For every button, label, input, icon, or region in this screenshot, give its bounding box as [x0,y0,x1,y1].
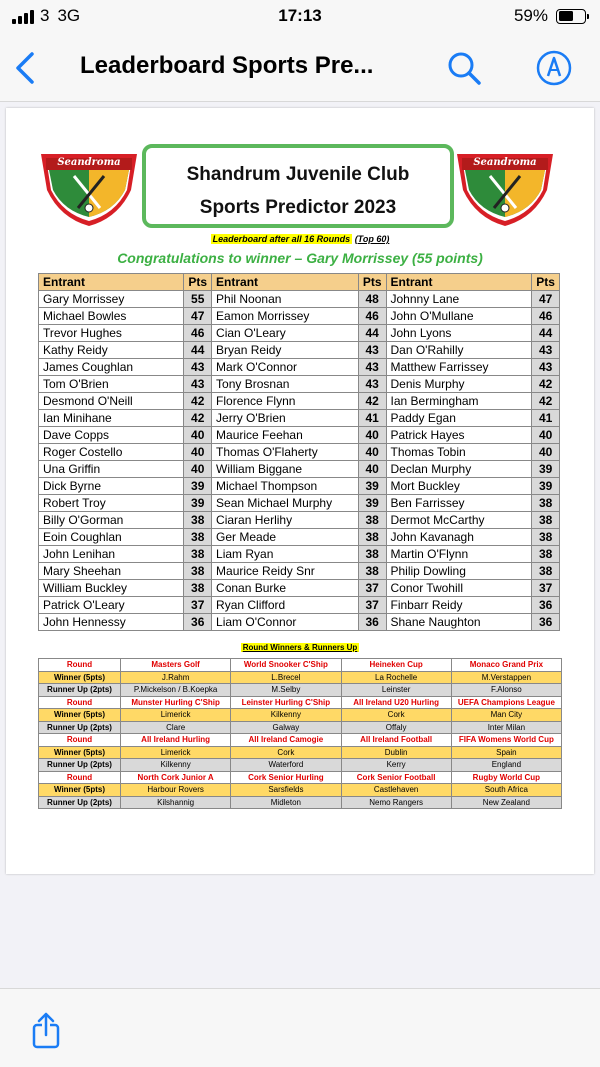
table-row [39,427,560,444]
battery-percent: 59% [513,6,548,25]
winner-label: Winner (5pts) [39,784,121,797]
entrant-name: Mary Sheehan [39,563,184,580]
winner-row [39,671,562,684]
crest-text: Seandroma [57,157,121,168]
runner-up-name: Midleton [231,796,341,809]
signal-strength-icon [12,8,34,24]
entrant-name: Mark O'Connor [212,359,359,376]
round-name: Monaco Grand Prix [451,659,561,672]
entrant-points: 55 [184,291,212,308]
document-viewer[interactable] [0,102,600,988]
markup-pen-icon [534,48,574,88]
entrant-name: Liam Ryan [212,546,359,563]
entrant-points: 41 [358,410,386,427]
entrant-points: 38 [184,563,212,580]
winner-name: Cork [231,746,341,759]
runner-up-name: M.Selby [231,684,341,697]
entrant-points: 42 [358,393,386,410]
battery-icon [556,9,586,24]
entrant-points: 46 [184,325,212,342]
runner-up-name: Leinster [341,684,451,697]
entrant-points: 42 [184,393,212,410]
entrant-name: Maurice Feehan [212,427,359,444]
entrant-points: 38 [532,512,560,529]
runner-up-name: Inter Milan [451,721,561,734]
entrant-points: 36 [358,614,386,631]
entrant-points: 37 [358,597,386,614]
winner-label: Winner (5pts) [39,671,121,684]
clock: 17:13 [278,6,322,25]
entrant-name: Ian Bermingham [386,393,532,410]
pts-header: Pts [184,274,212,291]
round-winners-table [38,658,562,809]
entrant-name: Gary Morrissey [39,291,184,308]
entrant-points: 43 [532,359,560,376]
entrant-name: Thomas O'Flaherty [212,444,359,461]
entrant-points: 42 [532,393,560,410]
entrant-name: Ian Minihane [39,410,184,427]
table-row [39,444,560,461]
entrant-points: 41 [532,410,560,427]
entrant-points: 38 [184,546,212,563]
entrant-name: John Kavanagh [386,529,532,546]
entrant-points: 38 [358,529,386,546]
entrant-points: 38 [532,495,560,512]
search-button[interactable] [444,48,484,88]
winner-name: La Rochelle [341,671,451,684]
entrant-points: 36 [184,614,212,631]
runner-up-name: Clare [121,721,231,734]
entrant-points: 39 [532,461,560,478]
entrant-points: 37 [532,580,560,597]
entrant-name: Finbarr Reidy [386,597,532,614]
entrant-points: 38 [532,546,560,563]
entrant-name: Liam O'Connor [212,614,359,631]
runner-up-name: P.Mickelson / B.Koepka [121,684,231,697]
table-row [39,546,560,563]
navigation-bar [0,34,600,102]
round-winners-caption [6,643,594,652]
entrant-name: Matthew Farrissey [386,359,532,376]
entrant-points: 43 [184,359,212,376]
round-row [39,696,562,709]
entrant-points: 36 [532,597,560,614]
document-page [6,108,594,874]
entrant-points: 36 [532,614,560,631]
runner-label: Runner Up (2pts) [39,684,121,697]
runner-label: Runner Up (2pts) [39,759,121,772]
entrant-name: Denis Murphy [386,376,532,393]
table-row [39,410,560,427]
entrant-name: Jerry O'Brien [212,410,359,427]
entrant-points: 38 [358,546,386,563]
entrant-name: Dick Byrne [39,478,184,495]
network-label: 3G [57,6,81,25]
runner-row [39,721,562,734]
club-crest-left [38,150,140,228]
entrant-name: Florence Flynn [212,393,359,410]
table-row [39,597,560,614]
entrant-points: 44 [358,325,386,342]
winner-row [39,784,562,797]
entrant-points: 38 [358,512,386,529]
entrant-points: 47 [532,291,560,308]
winner-row [39,709,562,722]
entrant-name: Patrick O'Leary [39,597,184,614]
table-row [39,529,560,546]
winner-name: J.Rahm [121,671,231,684]
entrant-name: Dave Copps [39,427,184,444]
congratulations-banner: Congratulations to winner – Gary Morrissey (55 points) [117,250,483,266]
round-row [39,659,562,672]
entrant-points: 42 [532,376,560,393]
runner-row [39,796,562,809]
round-name: All Ireland Hurling [121,734,231,747]
entrant-name: James Coughlan [39,359,184,376]
entrant-points: 43 [532,342,560,359]
entrant-points: 40 [184,461,212,478]
runner-up-name: Kerry [341,759,451,772]
runner-up-name: New Zealand [451,796,561,809]
entrant-name: Declan Murphy [386,461,532,478]
entrant-name: Ciaran Herlihy [212,512,359,529]
winner-label: Winner (5pts) [39,709,121,722]
round-name: UEFA Champions League [451,696,561,709]
entrant-points: 39 [358,478,386,495]
winner-row [39,746,562,759]
entrant-name: Kathy Reidy [39,342,184,359]
entrant-points: 37 [358,580,386,597]
leaderboard-table [38,273,560,631]
runner-label: Runner Up (2pts) [39,796,121,809]
entrant-points: 44 [532,325,560,342]
round-name: Rugby World Cup [451,771,561,784]
winner-name: Kilkenny [231,709,341,722]
table-row [39,325,560,342]
entrant-points: 42 [184,410,212,427]
round-name: All Ireland Camogie [231,734,341,747]
search-icon [444,48,484,88]
entrant-name: Tom O'Brien [39,376,184,393]
entrant-points: 40 [358,427,386,444]
entrant-name: Bryan Reidy [212,342,359,359]
runner-row [39,684,562,697]
entrant-name: Philip Dowling [386,563,532,580]
table-row [39,342,560,359]
leaderboard-caption-suffix: (Top 60) [354,234,390,244]
round-label: Round [39,734,121,747]
table-row [39,461,560,478]
winner-name: Harbour Rovers [121,784,231,797]
leaderboard-caption-main: Leaderboard after all 16 Rounds [212,234,351,244]
winner-name: South Africa [451,784,561,797]
entrant-name: Shane Naughton [386,614,532,631]
entrant-name: Johnny Lane [386,291,532,308]
winner-label: Winner (5pts) [39,746,121,759]
entrant-points: 38 [184,529,212,546]
entrant-points: 38 [184,512,212,529]
winner-name: Spain [451,746,561,759]
winner-name: L.Brecel [231,671,341,684]
entrant-name: Dan O'Rahilly [386,342,532,359]
entrant-name: Desmond O'Neill [39,393,184,410]
share-icon [28,1011,64,1051]
entrant-name: Michael Thompson [212,478,359,495]
winner-name: Sarsfields [231,784,341,797]
club-title: Shandrum Juvenile Club [186,164,410,185]
entrant-points: 44 [184,342,212,359]
pts-header: Pts [358,274,386,291]
round-name: Cork Senior Hurling [231,771,341,784]
entrant-points: 48 [358,291,386,308]
entrant-header: Entrant [212,274,359,291]
entrant-name: Maurice Reidy Snr [212,563,359,580]
entrant-name: Paddy Egan [386,410,532,427]
entrant-name: Eoin Coughlan [39,529,184,546]
round-label: Round [39,659,121,672]
chevron-left-icon [10,48,42,88]
entrant-name: Ryan Clifford [212,597,359,614]
entrant-name: Cian O'Leary [212,325,359,342]
status-right [514,6,586,26]
runner-up-name: England [451,759,561,772]
table-row [39,563,560,580]
back-button[interactable] [10,48,42,88]
entrant-name: Mort Buckley [386,478,532,495]
entrant-points: 40 [358,444,386,461]
entrant-name: Trevor Hughes [39,325,184,342]
markup-button[interactable] [534,48,574,88]
entrant-name: Conan Burke [212,580,359,597]
entrant-points: 38 [184,580,212,597]
club-crest-right [454,150,556,228]
entrant-points: 46 [358,308,386,325]
round-row [39,734,562,747]
round-name: Leinster Hurling C'Ship [231,696,341,709]
round-name: FIFA Womens World Cup [451,734,561,747]
winner-name: Castlehaven [341,784,451,797]
entrant-points: 39 [358,495,386,512]
document-title: Leaderboard Sports Pre... [80,52,374,79]
entrant-name: John Hennessy [39,614,184,631]
runner-up-name: F.Alonso [451,684,561,697]
entrant-points: 43 [358,359,386,376]
table-row [39,478,560,495]
entrant-name: Martin O'Flynn [386,546,532,563]
entrant-name: John Lenihan [39,546,184,563]
entrant-name: William Biggane [212,461,359,478]
entrant-points: 39 [184,495,212,512]
entrant-header: Entrant [386,274,532,291]
table-row [39,308,560,325]
entrant-points: 40 [184,444,212,461]
entrant-name: John Lyons [386,325,532,342]
entrant-points: 38 [358,563,386,580]
entrant-name: Billy O'Gorman [39,512,184,529]
entrant-points: 40 [358,461,386,478]
crest-text: Seandroma [473,157,537,168]
table-row [39,614,560,631]
entrant-points: 46 [532,308,560,325]
winner-name: Cork [341,709,451,722]
bottom-toolbar [0,988,600,1067]
entrant-name: Conor Twohill [386,580,532,597]
entrant-points: 40 [532,427,560,444]
share-button[interactable] [28,1011,64,1051]
entrant-name: Ger Meade [212,529,359,546]
winner-name: Limerick [121,709,231,722]
runner-up-name: Waterford [231,759,341,772]
entrant-name: Michael Bowles [39,308,184,325]
leaderboard-header-row [39,274,560,291]
entrant-points: 43 [184,376,212,393]
entrant-name: John O'Mullane [386,308,532,325]
round-name: Heineken Cup [341,659,451,672]
entrant-name: Phil Noonan [212,291,359,308]
entrant-points: 43 [358,342,386,359]
runner-up-name: Kilkenny [121,759,231,772]
round-row [39,771,562,784]
entrant-name: Robert Troy [39,495,184,512]
carrier-label: 3 [40,6,50,25]
entrant-name: Dermot McCarthy [386,512,532,529]
round-label: Round [39,771,121,784]
winner-name: Man City [451,709,561,722]
entrant-points: 40 [532,444,560,461]
entrant-name: Roger Costello [39,444,184,461]
entrant-name: Patrick Hayes [386,427,532,444]
runner-up-name: Nemo Rangers [341,796,451,809]
winner-name: Limerick [121,746,231,759]
table-row [39,512,560,529]
entrant-points: 37 [184,597,212,614]
status-bar [0,0,600,34]
winner-name: M.Verstappen [451,671,561,684]
pts-header: Pts [532,274,560,291]
round-name: Masters Golf [121,659,231,672]
runner-up-name: Galway [231,721,341,734]
entrant-name: William Buckley [39,580,184,597]
round-name: Cork Senior Football [341,771,451,784]
entrant-points: 38 [532,563,560,580]
round-name: World Snooker C'Ship [231,659,341,672]
entrant-name: Eamon Morrissey [212,308,359,325]
entrant-points: 40 [184,427,212,444]
round-name: All Ireland U20 Hurling [341,696,451,709]
title-box [142,144,454,228]
round-label: Round [39,696,121,709]
entrant-points: 39 [184,478,212,495]
round-name: North Cork Junior A [121,771,231,784]
entrant-name: Ben Farrissey [386,495,532,512]
entrant-name: Thomas Tobin [386,444,532,461]
table-row [39,580,560,597]
table-row [39,359,560,376]
leaderboard-caption [6,234,594,244]
table-row [39,376,560,393]
round-name: Munster Hurling C'Ship [121,696,231,709]
entrant-header: Entrant [39,274,184,291]
runner-label: Runner Up (2pts) [39,721,121,734]
runner-up-name: Kilshannig [121,796,231,809]
entrant-points: 38 [532,529,560,546]
table-row [39,291,560,308]
entrant-name: Tony Brosnan [212,376,359,393]
round-name: All Ireland Football [341,734,451,747]
entrant-points: 39 [532,478,560,495]
round-winners-caption-text: Round Winners & Runners Up [242,643,358,652]
entrant-name: Sean Michael Murphy [212,495,359,512]
status-left [12,6,80,26]
winner-name: Dublin [341,746,451,759]
entrant-points: 47 [184,308,212,325]
entrant-name: Una Griffin [39,461,184,478]
predictor-title: Sports Predictor 2023 [199,197,397,218]
entrant-points: 43 [358,376,386,393]
table-row [39,393,560,410]
runner-up-name: Offaly [341,721,451,734]
runner-row [39,759,562,772]
table-row [39,495,560,512]
